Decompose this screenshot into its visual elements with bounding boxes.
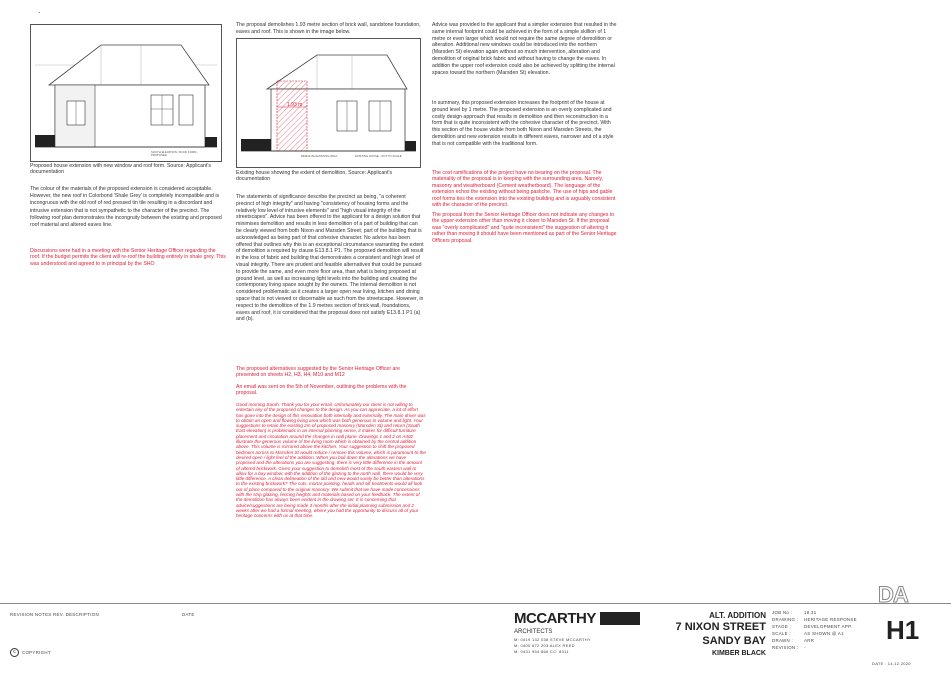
- column2-paragraph: The statements of significance describe the precinct as being, "a coherent precinct of high integrity" and having "consistency of housing forms and the relatively low level of intrusive elements" and "high visual integrity of the streetscapes". Advice has been offered to the applicant for a design solution that minimises demolition and results in less demolition of a part of building that can be clearly viewed from both Nixon and Marsden Street; part of the building that is acknowledged as being part of that cohesive character. No advice has been offered that outlines why this is an exceptional circumstance warranting the extent of demolition a required by clause E13.8.1 P1. The proposed demolition will result in the loss of fabric and building that demonstrates a consistent and high level of visual integrity. There are prudent and feasible alternatives that could be pursued to provide the same, and even more floor area, than what is being proposed at ground level, as well as increasing light levels into the building and creating the contemporary living space sought by the owners. The internal demolition is not considered problematic as it creates a larger open rear living, kitchen and dining space that is not viewed or discernable as such from the streetscape. However, in respect to the demolition of the 1.9 metres section of brick wall, foundations, eaves and roof, it is considered that the proposal does not satisfy E13.8.1 P1 (a) and (b).: [236, 194, 424, 323]
- meta-row: DRAWN : ARR: [772, 638, 815, 643]
- contact-alex: M: 0400 672 203 ALEX REED: [514, 643, 575, 648]
- column3-red-note1: The cost ramifications of the project have no bearing on the proposal. The materiality of the proposal is in keeping with the surrounding area. Namely, masonry and weatherboard (Cement weatherboard). The language of the extension echos the existing without being pastiche. The use of hips and gable roof forms ties the extension into the existing building and is arguably consistent with the character of the precinct.: [432, 170, 616, 209]
- client-name: KIMBER BLACK: [711, 650, 766, 657]
- elevation-drawing-existing: [237, 39, 420, 167]
- column3-red-note2: The proposal from the Senior Heritage Officer does not indicate any changes to the upper extension other than moving it closer to Marsden St. If the proposal was "overly complicated" and "quite inconsistent" the suggestion of altering it rather than moving it should have been mentioned as part of the Senior Heritage Officers proposal.: [432, 212, 617, 244]
- meta-row: STAGE : DEVELOPMENT APP.: [772, 624, 853, 629]
- project-street: 7 NIXON STREET: [675, 621, 766, 633]
- column2-email-reply: Good morning Sarah, Thank you for your email. Unfortunately our client is not willing to entertain any of the proposed changes to the design. As you can appreciate, a lot of effort has gone into the design of this renovation both internally and externally. The main driver was to obtain an open and flowing living area which was both generous in volume and light. Your suggestions to retain the existing 2m of proposed masonry (Marsden St) and return (South East elevation) is problematic in an internal planning sense, it makes for difficult furniture placement and circulation around the changes in wall plane. Drawings 1 and 2 on A402 illustrate the generous volume of the living room which is obtained by the central addition above. This volume is mirrored above the kitchen. Your suggestion to shift the proposed bedroom across to Marsden St would reduce / remove this volume, which is paramount to the desired open / light feel of the addition. When you boil down the alterations we have proposed and the alterations you are suggesting, there is very little difference in the amount of altered brickwork. Given your suggestion to demolish most of the south eastern wall to allow for a bay window, with the addition of the glazing to the north wall, there would be very little difference. A clean delineation of the old and new would surely be better than alterations to the existing brickwork? The cuts, mortar pointing, heads and sill treatments would all look out of place compared to the original masonry. We submit that we have made concessions with the strip glazing, fencing heights and materials based on your feedback. The extent of the demolition has always been evident in the drawing set. It is concerning that advice/suggestions are being made 3 months after the initial planning submission and 2 weeks after we had a formal meeting, where you had the opportunity to discuss all of your heritage concerns with us at that time.: [236, 402, 426, 519]
- issue-date: DATE : 14.12.2020: [872, 661, 911, 666]
- copyright-block: [10, 648, 51, 657]
- contact-steve: M: 0419 132 038 STEVE MCCARTHY: [514, 637, 591, 642]
- logo-wordmark: MCCARTHY: [514, 610, 596, 627]
- logo-block-icon: [600, 612, 640, 625]
- copyright-label: COPYRIGHT: [22, 650, 51, 655]
- figure1-drawing-note: SOUTH ELEVATION / ROOF FORM - PROPOSED: [151, 150, 198, 158]
- column1-red-note: Discussions were had in a meeting with the Senior Heritage Officer regarding the roof. If the budget permits the client will re-roof the building entirely in shale grey. This was understood and agreed to in principal by the SHO: [30, 248, 226, 267]
- revision-notes-header: REVISION NOTES REV. DESCRIPTION: [10, 612, 99, 617]
- figure2-note2: EXISTING HOUSE - NOT TO SCALE: [355, 154, 402, 158]
- project-suburb: SANDY BAY: [702, 635, 766, 647]
- column1-paragraph: The colour of the materials of the proposed extension is considered acceptable. However, the new roof in Colorbond 'Shale Grey' is completely incompatible and is incongruous with the old roof of red pressed tin tile resulting in a discordant and intrusive extension that is not sympathetic to the character of the precinct. The following roof plan demonstrates the incongruity between the existing and proposed roof material and altered eaves line.: [30, 186, 222, 229]
- architect-logo: [514, 611, 644, 631]
- sheet-number: H1: [886, 615, 920, 645]
- figure2-caption: Existing house showing the extent of demolition. Source: Applicant's documentation: [236, 170, 393, 183]
- logo-subtitle: ARCHITECTS: [514, 629, 553, 635]
- figure2-header: The proposal demolishes 1.93 metre section of brick wall, sandstone foundation, eaves and roof. This is shown in the image below.: [236, 22, 421, 35]
- column3-paragraph1: Advice was provided to the applicant that a simpler extension that resulted in the same internal footprint could be achieved in the form of a simple skillion of 1 metre or even larger which would not require the same degree of demolition or alteration. Additional new windows could be introduced into the northern (Marsden St) elevation again without so much intervention, alteration and demolition of original brick fabric and without having to change the eaves. In addition the upper roof extension could also be achieved by splitting the internal spaces toward the northern (Marsden St) elevation.: [432, 22, 617, 76]
- copyright-icon: c: [10, 648, 19, 657]
- drawing-meta: [772, 610, 858, 652]
- figure2-note1: DEMOLISH EXISTING WALL: [301, 154, 338, 158]
- meta-row: JOB No : 18.31: [772, 610, 817, 615]
- meta-row: SCALE : AS SHOWN @ A1: [772, 631, 844, 636]
- elevation-drawing-proposed: [31, 25, 221, 161]
- column2-red-note2: An email was sent on the 5th of November, outlining the problems with the proposal.: [236, 384, 407, 397]
- figure1-caption: Proposed house extension with new window and roof form. Source: Applicant's documentation: [30, 163, 211, 176]
- demolition-dimension: 1.93 m: [287, 102, 303, 108]
- meta-row: DRAWING : HERITAGE RESPONSE: [772, 617, 857, 622]
- da-badge: DA: [878, 582, 908, 607]
- figure-proposed-extension: [30, 24, 222, 162]
- column2-red-note1: The proposed alternatives suggested by the Senior Heritage Officer are presented on sheets H2, H3, H4, M10 and M12: [236, 366, 400, 379]
- title-block: [0, 582, 951, 673]
- project-type: ALT. ADDITION: [709, 611, 766, 620]
- corner-dot: .: [38, 6, 41, 15]
- figure-existing-house: [236, 38, 421, 168]
- revision-date-header: DATE: [182, 612, 195, 617]
- meta-row: REVISION : -: [772, 645, 806, 650]
- column3-paragraph2: In summary, this proposed extension increases the footprint of the house at ground level by 1 metre. The proposed extension is an overly complicated and costly design approach that results in demolition and then reconstruction in a form that is quite inconsistent with the cohesive character of the precinct. With this section of the house visible from both Nixon and Marsden Streets, the demolition and new extension results in different eaves, narrower and of a style that is not compatible with the traditional form.: [432, 100, 614, 147]
- contact-cc: M: 0431 954 866 CC: 8311: [514, 649, 569, 654]
